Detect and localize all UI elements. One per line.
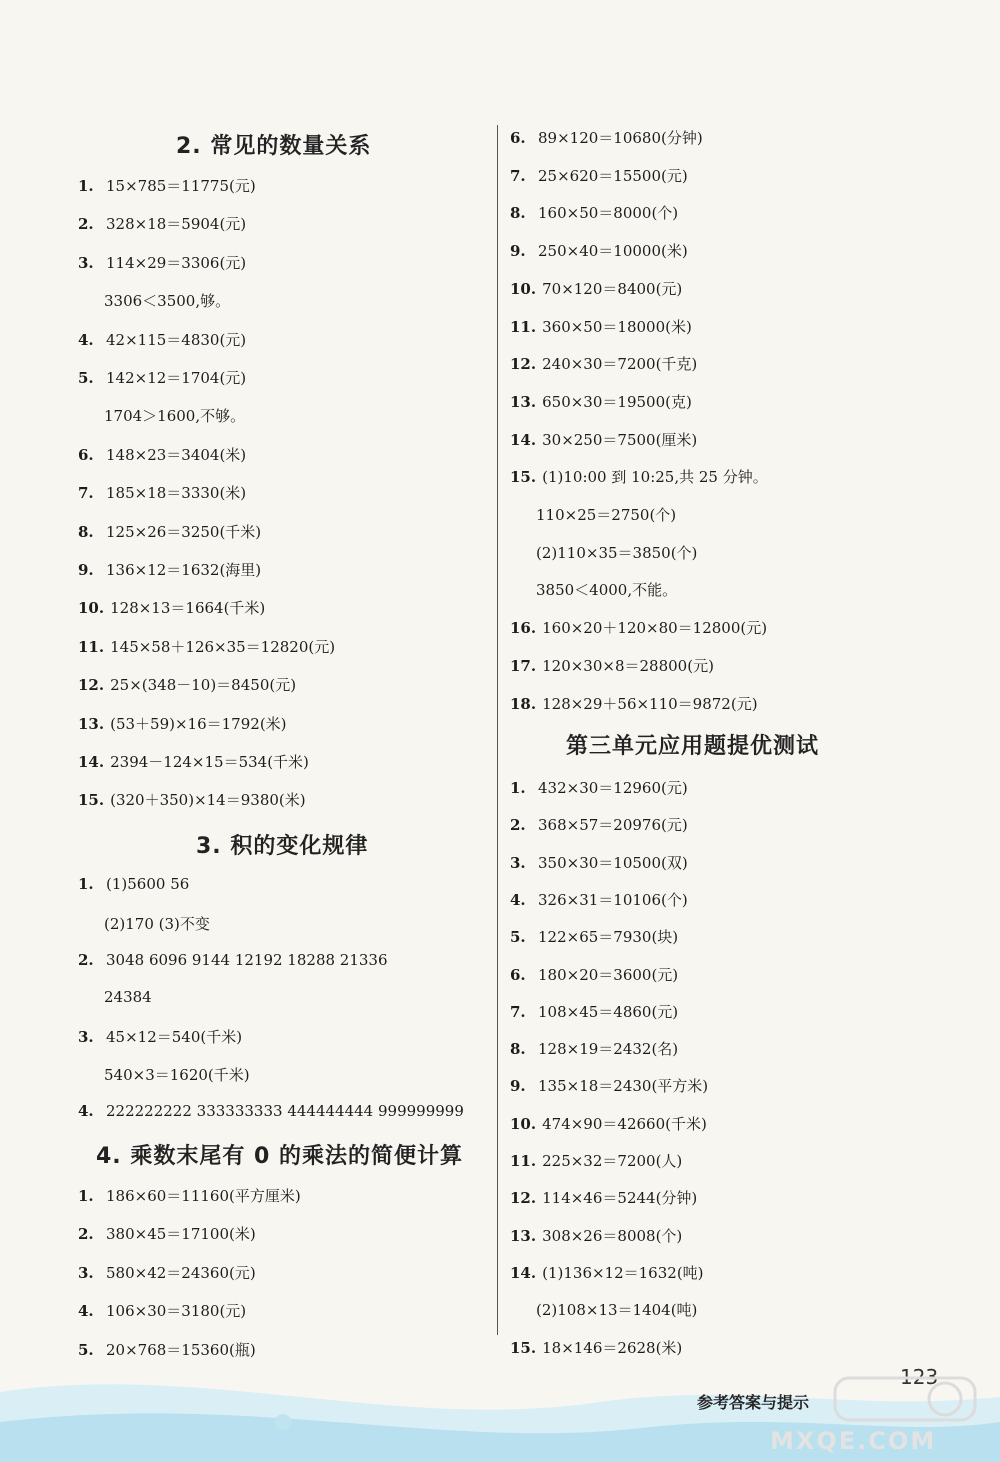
item-number: 14. [78,753,105,771]
answer-text: (2)108×13＝1404(吨) [536,1301,698,1320]
watermark-logo [830,1370,980,1425]
answer-text: 108×45＝4860(元) [538,1002,679,1021]
answer-line [78,789,306,810]
answer-text: 136×12＝1632(海里) [106,561,262,579]
answer-line [78,1185,301,1206]
answer-text: 42×115＝4830(元) [106,330,247,349]
item-number: 3. [78,1263,94,1282]
answer-text: 148×23＝3404(米) [106,445,247,464]
answer-text: 360×50＝18000(米) [542,317,692,336]
answer-line [510,655,714,676]
item-number: 12. [510,1189,537,1208]
answer-line [78,1300,246,1321]
answer-text: (1)136×12＝1632(吨) [542,1263,704,1282]
answer-line [510,964,678,985]
answer-line [78,175,256,196]
item-number: 14. [510,430,537,449]
item-number: 6. [510,965,526,984]
item-number: 16. [510,619,537,638]
item-number: 13. [78,714,105,733]
answer-text: (53＋59)×16＝1792(米) [110,714,287,733]
answer-line [78,444,246,465]
item-number: 6. [78,445,94,464]
answer-line [510,278,682,299]
item-number: 7. [510,1002,526,1021]
answer-line [510,429,697,450]
item-number: 14. [510,1263,537,1282]
answer-line [536,504,676,525]
answer-line [78,636,335,657]
answer-line [510,693,758,714]
answer-line [510,1038,678,1059]
answer-text: 180×20＝3600(元) [538,965,679,984]
answer-line [78,674,296,695]
item-number: 9. [78,561,94,579]
answer-line [510,814,688,835]
answer-text: 89×120＝10680(分钟) [538,129,703,147]
answer-line [510,1001,678,1022]
answer-line [78,521,261,542]
answer-text: 70×120＝8400(元) [542,279,683,298]
answer-text: 122×65＝7930(块) [538,928,679,947]
item-number: 18. [510,694,537,713]
section-heading: 3. 积的变化规律 [196,834,369,859]
item-number: 4. [78,1101,94,1120]
footer-label: 参考答案与提示 [697,1393,810,1412]
answer-line [510,889,688,910]
answer-text: 432×30＝12960(元) [538,779,688,797]
item-number: 11. [78,637,105,656]
item-number: 5. [78,1340,94,1359]
answer-text: 142×12＝1704(元) [106,369,247,387]
answer-line [510,852,688,873]
item-number: 7. [510,166,526,185]
answer-text: (1)5600 56 [106,875,190,893]
answer-line [78,951,388,969]
answer-line [78,1026,242,1047]
answer-text: 326×31＝10106(个) [538,890,688,909]
answer-line [510,1225,682,1246]
answer-text: 20×768＝15360(瓶) [106,1340,256,1359]
answer-text: 185×18＝3330(米) [106,484,247,503]
answer-line [104,988,152,1006]
answer-line [78,713,287,734]
answer-line [510,466,768,487]
answer-text: 114×46＝5244(分钟) [542,1189,698,1208]
answer-line [78,482,246,503]
item-number: 15. [510,1338,537,1357]
answer-line [510,1150,682,1171]
item-number: 10. [510,279,537,298]
item-number: 1. [78,177,94,195]
answer-text: 474×90＝42660(千米) [542,1114,707,1133]
answer-line [510,316,692,337]
item-number: 8. [510,1040,526,1059]
answer-text: 25×620＝15500(元) [538,166,688,185]
answer-line [78,875,189,893]
answer-line [510,1075,708,1096]
item-number: 1. [78,875,94,893]
item-number: 2. [510,816,526,835]
item-number: 13. [510,392,537,411]
item-number: 9. [510,242,526,261]
answer-line [536,1299,697,1320]
column-divider [497,125,498,1335]
answer-line [510,926,678,947]
item-number: 5. [510,928,526,947]
answer-text: 250×40＝10000(米) [538,242,688,261]
item-number: 13. [510,1226,537,1245]
item-number: 3. [78,1028,94,1047]
answer-text: 125×26＝3250(千米) [106,522,262,541]
answer-text: (2)170 (3)不变 [104,914,210,933]
item-number: 3. [510,853,526,872]
answer-line [510,391,692,412]
answer-line [78,252,246,273]
answer-text: 540×3＝1620(千米) [104,1066,250,1084]
answer-line [104,405,245,426]
answer-line [78,1102,464,1120]
item-number: 15. [78,791,105,810]
item-number: 8. [510,204,526,223]
answer-line [510,165,688,186]
watermark-url: MXQE.COM [770,1427,937,1455]
answer-text: 580×42＝24360(元) [106,1263,256,1282]
answer-text: 30×250＝7500(厘米) [542,430,698,449]
item-number: 11. [510,1152,537,1170]
answer-text: 3850＜4000,不能。 [536,581,678,600]
answer-line [510,202,678,223]
answer-text: 15×785＝11775(元) [106,177,256,195]
answer-text: 328×18＝5904(元) [106,215,247,234]
answer-line [78,213,246,234]
answer-line [510,617,767,638]
answer-text: 145×58＋126×35＝12820(元) [110,637,336,656]
answer-line [78,751,309,772]
answer-text: 135×18＝2430(平方米) [538,1077,709,1096]
answer-text: 18×146＝2628(米) [542,1338,683,1357]
item-number: 10. [510,1114,537,1133]
answer-line [78,559,261,580]
answer-text: 45×12＝540(千米) [106,1028,243,1047]
answer-text: 368×57＝20976(元) [538,816,688,835]
answer-text: 222222222 333333333 444444444 999999999 [106,1101,464,1120]
answer-text: 308×26＝8008(个) [542,1226,683,1245]
answer-text: 25×(348－10)＝8450(元) [110,676,297,695]
item-number: 4. [510,890,526,909]
answer-text: 110×25＝2750(个) [536,506,677,524]
answer-line [104,1064,250,1085]
page-number: 123 [900,1365,939,1389]
answer-text: 128×13＝1664(千米) [110,599,266,618]
answer-text: 128×29＋56×110＝9872(元) [542,694,758,713]
answer-line [78,597,265,618]
answer-text: 128×19＝2432(名) [538,1040,679,1059]
item-number: 12. [510,355,537,374]
item-number: 2. [78,950,94,969]
answer-line [510,1113,707,1134]
answer-text: (2)110×35＝3850(个) [536,543,698,562]
answer-line [104,290,230,311]
answer-text: (1)10:00 到 10:25,共 25 分钟。 [542,468,768,487]
answer-text: 1704＞1600,不够。 [104,407,246,426]
answer-line [510,1187,697,1208]
answer-line [510,353,697,374]
item-number: 1. [78,1187,94,1205]
answer-text: 225×32＝7200(人) [542,1152,683,1170]
answer-text: 160×20＋120×80＝12800(元) [542,619,768,638]
section-heading: 4. 乘数末尾有 0 的乘法的简便计算 [96,1144,463,1169]
item-number: 4. [78,1302,94,1321]
item-number: 12. [78,676,105,695]
answer-text: 350×30＝10500(双) [538,853,688,872]
item-number: 3. [78,253,94,272]
answer-line [78,329,246,350]
item-number: 8. [78,522,94,541]
item-number: 4. [78,330,94,349]
answer-line [78,1262,256,1283]
item-number: 5. [78,369,94,387]
answer-line [510,777,688,798]
answer-text: (320＋350)×14＝9380(米) [110,791,306,810]
answer-text: 380×45＝17100(米) [106,1225,256,1244]
item-number: 2. [78,1225,94,1244]
item-number: 7. [78,484,94,503]
answer-line [510,127,703,148]
answer-text: 106×30＝3180(元) [106,1302,247,1321]
answer-line [510,240,688,261]
answer-text: 120×30×8＝28800(元) [542,656,714,675]
item-number: 15. [510,468,537,487]
item-number: 2. [78,215,94,234]
answer-line [78,367,246,388]
answer-line [536,542,697,563]
answer-text: 114×29＝3306(元) [106,253,247,272]
answer-text: 3306＜3500,够。 [104,292,231,311]
answer-text: 3048 6096 9144 12192 18288 21336 [106,950,388,969]
item-number: 17. [510,656,537,675]
item-number: 1. [510,779,526,797]
section-heading: 2. 常见的数量关系 [176,134,372,159]
answer-text: 650×30＝19500(克) [542,392,692,411]
answer-line [104,913,210,934]
answer-text: 240×30＝7200(千克) [542,355,698,374]
item-number: 6. [510,129,526,147]
item-number: 10. [78,599,105,618]
answer-text: 160×50＝8000(个) [538,204,679,223]
section-heading: 第三单元应用题提优测试 [566,734,820,759]
answer-text: 186×60＝11160(平方厘米) [106,1187,301,1205]
item-number: 11. [510,317,537,336]
answer-text: 24384 [104,988,152,1007]
answer-line [536,579,677,600]
item-number: 9. [510,1077,526,1096]
answer-line [510,1262,704,1283]
answer-line [78,1223,256,1244]
answer-text: 2394－124×15＝534(千米) [110,753,309,771]
